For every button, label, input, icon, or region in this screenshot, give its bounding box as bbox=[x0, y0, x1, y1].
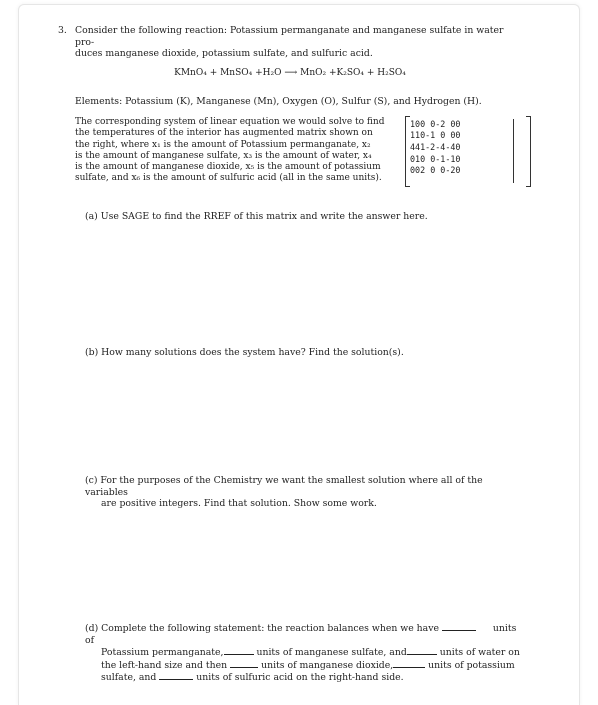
matrix-cell: 4 bbox=[410, 141, 416, 152]
part-d-line-1: (d) Complete the following statement: the reaction balances when we have units of bbox=[85, 623, 517, 646]
matrix-right-bracket bbox=[526, 116, 531, 187]
system-line: sulfate, and x₆ is the amount of sulfuric acid (all in the same units). bbox=[75, 173, 382, 184]
matrix-row bbox=[410, 153, 460, 165]
matrix-cell: -4 bbox=[435, 141, 446, 152]
intro-line-1: Consider the following reaction: Potassium permanganate and manganese sulfate in water pro- bbox=[75, 25, 504, 48]
matrix-cell: 0 bbox=[430, 165, 436, 176]
elements-list: Elements: Potassium (K), Manganese (Mn), Oxygen (O), Sulfur (S), and Hydrogen (H). bbox=[75, 96, 482, 107]
answer-blank-kmno4[interactable] bbox=[442, 622, 476, 631]
matrix-cell: 0 bbox=[430, 153, 436, 164]
matrix-cell: 0 bbox=[430, 118, 436, 129]
matrix-cell: -2 bbox=[425, 141, 436, 152]
answer-blank-h2so4[interactable] bbox=[159, 671, 193, 680]
part-d-statement bbox=[85, 622, 525, 684]
part-c-line-2: are positive integers. Find that solution. Show some work. bbox=[101, 498, 377, 510]
matrix-cell: 0 bbox=[410, 153, 416, 164]
matrix-row bbox=[410, 130, 460, 142]
matrix-cell: -4 bbox=[445, 141, 456, 152]
answer-blank-mnso4[interactable] bbox=[224, 646, 254, 655]
part-a-prompt: (a) Use SAGE to find the RREF of this matrix and write the answer here. bbox=[85, 211, 428, 222]
system-line: is the amount of manganese dioxide, x₅ is the amount of potassium bbox=[75, 162, 381, 173]
matrix-cell: 0 bbox=[420, 118, 426, 129]
matrix-cell: 1 bbox=[415, 153, 421, 164]
matrix-cell: 0 bbox=[455, 153, 461, 164]
matrix-cell: -1 bbox=[425, 130, 436, 141]
system-line: is the amount of manganese sulfate, x₃ is the amount of water, x₄ bbox=[75, 150, 372, 161]
answer-blank-k2so4[interactable] bbox=[393, 659, 425, 668]
part-d-line-4: sulfate, and units of sulfuric acid on the right-hand side. bbox=[101, 672, 404, 684]
answer-blank-h2o[interactable] bbox=[407, 646, 437, 655]
matrix-cell: 0 bbox=[455, 165, 461, 176]
matrix-cell: 0 bbox=[415, 165, 421, 176]
matrix-cell: 4 bbox=[415, 141, 421, 152]
part-b-prompt: (b) How many solutions does the system have? Find the solution(s). bbox=[85, 347, 404, 358]
matrix-cell: 0 bbox=[450, 118, 456, 129]
matrix-cell: 0 bbox=[420, 153, 426, 164]
matrix-cell: 0 bbox=[455, 130, 461, 141]
matrix-cell: -1 bbox=[445, 153, 456, 164]
matrix-cell: 0 bbox=[440, 165, 446, 176]
matrix-cell: 2 bbox=[420, 165, 426, 176]
matrix-cell: 0 bbox=[440, 130, 446, 141]
matrix-augment-separator bbox=[513, 119, 514, 183]
matrix-row bbox=[410, 141, 460, 153]
matrix-cell: 0 bbox=[455, 141, 461, 152]
answer-blank-mno2[interactable] bbox=[230, 659, 258, 668]
matrix-cell: 1 bbox=[410, 118, 416, 129]
matrix-row bbox=[410, 118, 460, 130]
matrix-cell: 1 bbox=[410, 130, 416, 141]
part-c-line-1: (c) For the purposes of the Chemistry we want the smallest solution where all of the variables bbox=[85, 475, 483, 498]
matrix-cell: -2 bbox=[445, 165, 456, 176]
system-line: The corresponding system of linear equation we would solve to find bbox=[75, 117, 385, 127]
part-c-prompt bbox=[85, 475, 525, 510]
question-intro bbox=[75, 25, 525, 60]
matrix-cell: -2 bbox=[435, 118, 446, 129]
matrix-cell: 1 bbox=[420, 141, 426, 152]
matrix-cell: 0 bbox=[415, 118, 421, 129]
matrix-table bbox=[410, 118, 460, 176]
matrix-row bbox=[410, 164, 460, 176]
part-d-line-2: Potassium permanganate, units of manganese sulfate, and units of water on bbox=[101, 647, 520, 659]
chemical-reaction: KMnO₄ + MnSO₄ +H₂O ⟶ MnO₂ +K₂SO₄ + H₂SO₄ bbox=[174, 68, 406, 78]
system-description bbox=[75, 117, 393, 185]
matrix-cell: 0 bbox=[420, 130, 426, 141]
part-d-line-3: the left-hand size and then units of manganese dioxide, units of potassium bbox=[101, 659, 515, 671]
system-line: the temperatures of the interior has augmented matrix shown on bbox=[75, 128, 373, 139]
matrix-cell: 1 bbox=[415, 130, 421, 141]
matrix-cell: 0 bbox=[410, 165, 416, 176]
system-line: the right, where x₁ is the amount of Potassium permanganate, x₂ bbox=[75, 139, 371, 150]
question-number: 3. bbox=[58, 25, 67, 36]
matrix-cell: -1 bbox=[435, 153, 446, 164]
intro-line-2: duces manganese dioxide, potassium sulfate, and sulfuric acid. bbox=[75, 48, 373, 60]
matrix-cell: 0 bbox=[455, 118, 461, 129]
matrix-cell: 0 bbox=[450, 130, 456, 141]
